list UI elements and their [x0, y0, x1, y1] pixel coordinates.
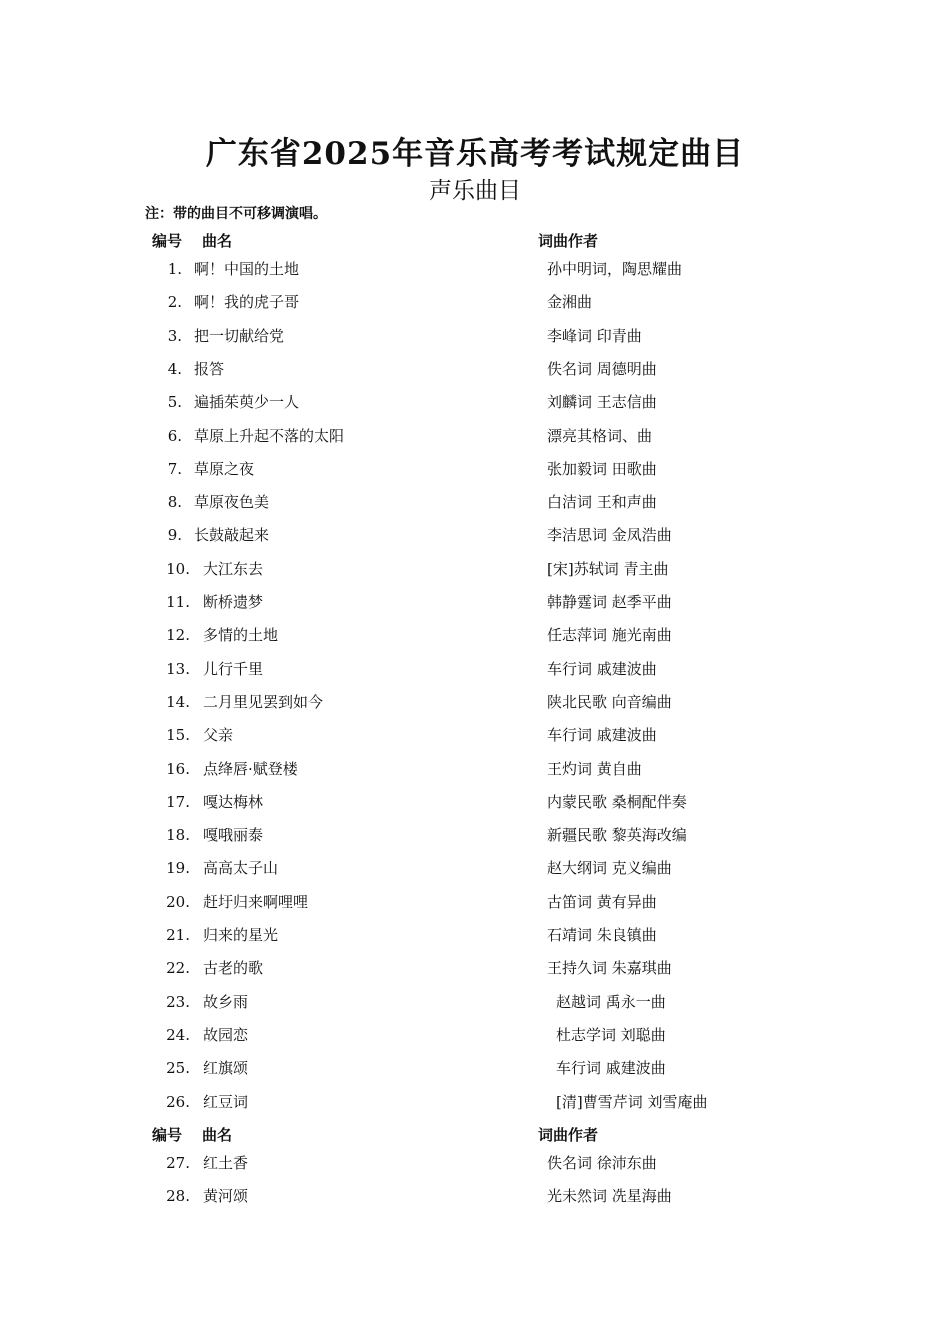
song-author: [清]曹雪芹词 刘雪庵曲 — [556, 1092, 708, 1111]
song-author: 石靖词 朱良镇曲 — [547, 926, 657, 944]
song-author: 王灼词 黄自曲 — [547, 759, 642, 778]
song-title: 高高太子山 — [203, 859, 279, 878]
song-row — [0, 758, 950, 780]
song-row — [0, 1057, 950, 1079]
song-row — [0, 724, 950, 746]
song-author: 赵越词 禹永一曲 — [556, 992, 666, 1011]
song-row — [0, 1024, 950, 1046]
song-author: 内蒙民歌 桑桐配伴奏 — [547, 792, 687, 811]
song-row — [0, 491, 950, 513]
song-number: 27. — [166, 1154, 190, 1172]
song-title: 点绛唇·赋登楼 — [203, 759, 298, 778]
song-row — [0, 391, 950, 413]
song-number: 5. — [167, 393, 182, 412]
song-author: 佚名词 徐沛东曲 — [547, 1154, 657, 1172]
song-number: 21. — [166, 926, 190, 944]
song-title: 报答 — [194, 359, 225, 378]
header-number: 编号 — [152, 1126, 183, 1144]
song-row — [0, 624, 950, 646]
song-title: 大江东去 — [203, 559, 264, 578]
song-author: 刘麟词 王志信曲 — [547, 393, 657, 412]
song-row — [0, 791, 950, 813]
song-title: 归来的星光 — [203, 926, 279, 944]
note-text: 注：带的曲目不可移调演唱。 — [145, 206, 327, 222]
song-number: 6. — [167, 426, 182, 445]
song-title: 草原夜色美 — [194, 493, 270, 512]
song-row — [0, 1091, 950, 1113]
song-title: 啊！我的虎子哥 — [194, 293, 300, 312]
song-row — [0, 291, 950, 313]
song-title: 故园恋 — [203, 1025, 249, 1044]
song-row — [0, 591, 950, 613]
song-title: 嘎哦丽泰 — [203, 826, 264, 845]
song-row — [0, 857, 950, 879]
song-number: 12. — [166, 626, 190, 645]
song-row — [0, 891, 950, 913]
song-title: 儿行千里 — [203, 659, 264, 678]
song-title: 把一切献给党 — [194, 326, 285, 345]
song-number: 16. — [166, 759, 190, 778]
song-author: 张加毅词 田歌曲 — [547, 459, 657, 478]
song-number: 22. — [166, 959, 190, 978]
song-title: 红土香 — [203, 1154, 249, 1172]
song-title: 红旗颂 — [203, 1059, 249, 1078]
song-number: 14. — [166, 692, 190, 711]
song-number: 9. — [167, 526, 182, 545]
header-author: 词曲作者 — [538, 1126, 599, 1144]
song-author: 漂亮其格词、曲 — [547, 426, 653, 445]
song-number: 26. — [166, 1092, 190, 1111]
song-author: 杜志学词 刘聪曲 — [556, 1025, 666, 1044]
song-number: 13. — [166, 659, 190, 678]
song-number: 28. — [166, 1187, 190, 1206]
song-title: 断桥遗梦 — [203, 593, 264, 611]
song-author: 韩静霆词 赵季平曲 — [547, 593, 672, 611]
song-row — [0, 325, 950, 347]
song-row — [0, 258, 950, 280]
header-song-title: 曲名 — [202, 1126, 233, 1144]
song-number: 7. — [167, 459, 182, 478]
song-author: 古笛词 黄有异曲 — [547, 892, 657, 911]
song-title: 嘎达梅林 — [203, 792, 264, 811]
song-author: 陕北民歌 向音编曲 — [547, 692, 672, 711]
song-author: 车行词 戚建波曲 — [547, 659, 657, 678]
song-author: 新疆民歌 黎英海改编 — [547, 826, 687, 845]
song-number: 17. — [166, 792, 190, 811]
song-number: 19. — [166, 859, 190, 878]
document-subtitle: 声乐曲目 — [429, 178, 521, 204]
song-title: 草原上升起不落的太阳 — [194, 426, 345, 445]
song-row — [0, 658, 950, 680]
song-title: 父亲 — [203, 726, 234, 745]
header-number: 编号 — [152, 232, 183, 250]
song-number: 4. — [167, 359, 182, 378]
song-number: 18. — [166, 826, 190, 845]
song-title: 故乡雨 — [203, 992, 249, 1011]
song-row — [0, 957, 950, 979]
header-song-title: 曲名 — [202, 232, 233, 250]
song-title: 古老的歌 — [203, 959, 264, 978]
song-author: 孙中明词，陶思耀曲 — [547, 260, 683, 278]
song-row — [0, 358, 950, 380]
song-row — [0, 458, 950, 480]
song-author: 李洁思词 金凤浩曲 — [547, 526, 672, 545]
song-row — [0, 824, 950, 846]
song-row — [0, 425, 950, 447]
song-number: 25. — [166, 1059, 190, 1078]
song-row — [0, 558, 950, 580]
song-title: 草原之夜 — [194, 459, 255, 478]
song-number: 20. — [166, 892, 190, 911]
song-author: 车行词 戚建波曲 — [556, 1059, 666, 1078]
song-title: 二月里见罢到如今 — [203, 692, 324, 711]
song-title: 啊！中国的土地 — [194, 260, 300, 278]
song-row — [0, 924, 950, 946]
song-title: 长鼓敲起来 — [194, 526, 270, 545]
song-author: 佚名词 周德明曲 — [547, 359, 657, 378]
song-number: 11. — [166, 593, 190, 611]
song-title: 赶圩归来啊哩哩 — [203, 892, 309, 911]
document-title: 广东省2025年音乐高考考试规定曲目 — [205, 136, 745, 172]
song-number: 1. — [167, 260, 182, 278]
song-title: 红豆词 — [203, 1092, 249, 1111]
song-title: 遍插茱萸少一人 — [194, 393, 300, 412]
song-author: [宋]苏轼词 青主曲 — [547, 559, 669, 578]
song-author: 金湘曲 — [547, 293, 593, 312]
song-row — [0, 991, 950, 1013]
song-author: 任志萍词 施光南曲 — [547, 626, 672, 645]
song-author: 光未然词 冼星海曲 — [547, 1187, 672, 1206]
song-author: 李峰词 印青曲 — [547, 326, 642, 345]
song-row — [0, 1185, 950, 1207]
song-title: 黄河颂 — [203, 1187, 249, 1206]
song-number: 23. — [166, 992, 190, 1011]
song-number: 2. — [167, 293, 182, 312]
song-author: 王持久词 朱嘉琪曲 — [547, 959, 672, 978]
song-number: 15. — [166, 726, 190, 745]
song-author: 白洁词 王和声曲 — [547, 493, 657, 512]
song-number: 24. — [166, 1025, 190, 1044]
song-number: 10. — [166, 559, 190, 578]
song-row — [0, 691, 950, 713]
song-number: 8. — [167, 493, 182, 512]
header-author: 词曲作者 — [538, 232, 599, 250]
song-title: 多情的土地 — [203, 626, 279, 645]
song-author: 赵大纲词 克义编曲 — [547, 859, 672, 878]
song-row — [0, 524, 950, 546]
song-author: 车行词 戚建波曲 — [547, 726, 657, 745]
song-number: 3. — [167, 326, 182, 345]
song-row — [0, 1152, 950, 1174]
